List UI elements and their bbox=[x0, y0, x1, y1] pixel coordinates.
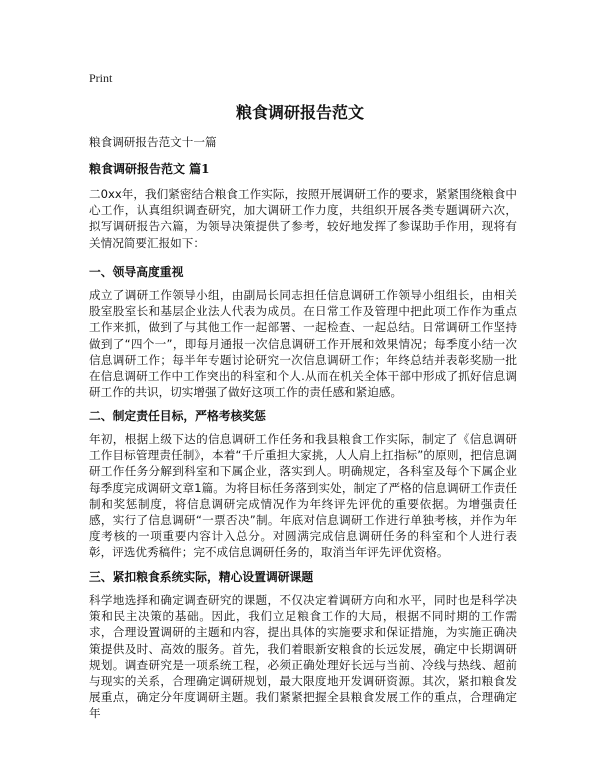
section-3-paragraph: 科学地选择和确定调查研究的课题，不仅决定着调研方向和水平，同时也是科学决策和民主决策的基础。因此，我们立足粮食工作的大局，根据不同时期的工作需求，合理设置调研的主题和内容，提出具体的实施要求和保证措施，为实施正确决策提供及时、高效的服务。首先，我们着眼新安粮食的长远发展，确定中长期调研规划。调查研究是一项系统工程，必须正确处理好长远与当前、冷线与热线、超前与现实的关系，合理确定调研规划，最大限度地开发调研资源。其次，紧扣粮食发展重点，确定分年度调研主题。我们紧紧把握全县粮食发展工作的重点，合理确定年 bbox=[89, 593, 517, 721]
section-heading-3: 三、紧扣粮食系统实际，精心设置调研课题 bbox=[89, 570, 314, 584]
print-label[interactable]: Print bbox=[89, 71, 113, 85]
section-2-paragraph: 年初，根据上级下达的信息调研工作任务和我县粮食工作实际，制定了《信息调研工作目标管理责任制》，本着“千斤重担大家挑，人人肩上扛指标”的原则，把信息调研工作任务分解到科室和下属企业，落实到人。明确规定，各科室及每个下属企业每季度完成调研文章1篇。为将目标任务落到实处，制定了严格的信息调研工作责任制和奖惩制度，将信息调研完成情况作为年终评先评优的重要依据。为增强责任感，实行了信息调研“一票否决”制。年底对信息调研工作进行单独考核，并作为年度考核的一项重要内容计入总分。对圆满完成信息调研任务的科室和个人进行表彰，评选优秀稿件；完不成信息调研任务的，取消当年评先评优资格。 bbox=[89, 432, 517, 560]
section-heading-1: 一、领导高度重视 bbox=[89, 265, 184, 279]
intro-paragraph: 二0xx年，我们紧密结合粮食工作实际，按照开展调研工作的要求，紧紧围绕粮食中心工作，认真组织调查研究，加大调研工作力度，共组织开展各类专题调研六次，拟写调研报告六篇，为领导决策提供了参考，较好地发挥了参谋助手作用，现将有关情况简要汇报如下： bbox=[89, 187, 517, 250]
section-heading-2: 二、制定责任目标，严格考核奖惩 bbox=[89, 409, 266, 423]
section-1-paragraph: 成立了调研工作领导小组，由副局长同志担任信息调研工作领导小组组长，由相关股室股室长和基层企业法人代表为成员。在日常工作及管理中把此项工作作为重点工作来抓，做到了与其他工作一起部署、一起检查、一起总结。日常调研工作坚持做到了“四个一”，即每月通报一次信息调研工作开展和效果情况；每季度小结一次信息调研工作；每半年专题讨论研究一次信息调研工作；年终总结并表彰奖励一批在信息调研工作中工作突出的科室和个人.从而在机关全体干部中形成了抓好信息调研工作的共识，切实增强了做好这项工作的责任感和紧迫感。 bbox=[89, 288, 517, 400]
document-subtitle: 粮食调研报告范文十一篇 bbox=[89, 135, 217, 149]
chapter-title: 粮食调研报告范文 篇1 bbox=[89, 162, 210, 176]
document-title: 粮食调研报告范文 bbox=[235, 103, 364, 122]
